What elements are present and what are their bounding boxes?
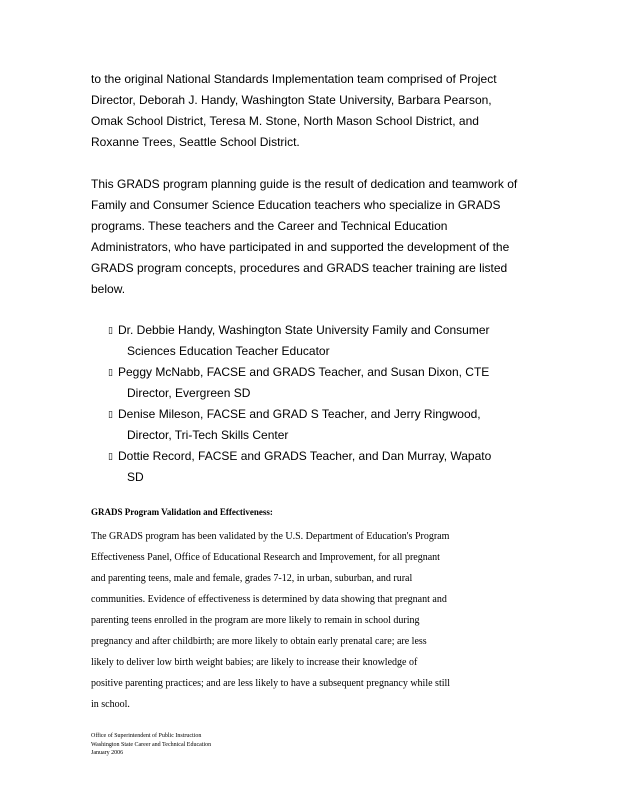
text-line: below. [91,282,126,296]
intro-paragraph [91,69,531,153]
validation-paragraph [91,526,531,715]
text-line: Roxanne Trees, Seattle School District. [91,135,300,149]
text-line: positive parenting practices; and are less likely to have a subsequent pregnancy while still [91,678,451,689]
footer-line: Office of Superintendent of Public Instruction [91,733,202,739]
list-item-text-continued: Sciences Education Teacher Educator [127,344,330,358]
text-line: The GRADS program has been validated by the U.S. Department of Education's Program [91,531,450,542]
bullet-icon: ▯ [108,325,113,335]
bullet-icon: ▯ [108,409,113,419]
text-line: and parenting teens, male and female, grades 7-12, in urban, suburban, and rural [91,573,413,584]
text-line: GRADS program concepts, procedures and GRADS teacher training are listed [91,261,508,275]
text-line: Director, Deborah J. Handy, Washington State University, Barbara Pearson, [91,93,492,107]
list-item-text-continued: Director, Evergreen SD [127,386,251,400]
list-item [108,404,528,446]
contributors-list [108,320,528,488]
text-line: This GRADS program planning guide is the result of dedication and teamwork of [91,177,518,191]
list-item [108,320,528,362]
list-item [108,362,528,404]
text-line: communities. Evidence of effectiveness is determined by data showing that pregnant and [91,594,447,605]
text-line: in school. [91,699,130,710]
text-line: pregnancy and after childbirth; are more likely to obtain early prenatal care; are less [91,636,427,647]
list-item-text: Dottie Record, FACSE and GRADS Teacher, and Dan Murray, Wapato [118,449,492,463]
text-line: programs. These teachers and the Career and Technical Education [91,219,448,233]
text-line: Effectiveness Panel, Office of Educational Research and Improvement, for all pregnant [91,552,440,563]
text-line: Family and Consumer Science Education teachers who specialize in GRADS [91,198,501,212]
list-item [108,446,528,488]
page-footer [91,732,211,758]
text-line: Administrators, who have participated in and supported the development of the [91,240,510,254]
list-item-text-continued: Director, Tri-Tech Skills Center [127,428,289,442]
text-line: Omak School District, Teresa M. Stone, North Mason School District, and [91,114,479,128]
list-item-text: Dr. Debbie Handy, Washington State University Family and Consumer [118,323,490,337]
list-item-text: Peggy McNabb, FACSE and GRADS Teacher, and Susan Dixon, CTE [118,365,490,379]
list-item-text-continued: SD [127,470,144,484]
footer-line: January 2006 [91,750,124,756]
bullet-icon: ▯ [108,451,113,461]
text-line: to the original National Standards Implementation team comprised of Project [91,72,497,86]
acknowledgement-paragraph [91,174,531,300]
list-item-text: Denise Mileson, FACSE and GRAD S Teacher, and Jerry Ringwood, [118,407,481,421]
section-heading: GRADS Program Validation and Effectiveness: [91,507,273,517]
text-line: likely to deliver low birth weight babies; are likely to increase their knowledge of [91,657,418,668]
bullet-icon: ▯ [108,367,113,377]
text-line: parenting teens enrolled in the program are more likely to remain in school during [91,615,420,626]
footer-line: Washington State Career and Technical Education [91,741,212,748]
